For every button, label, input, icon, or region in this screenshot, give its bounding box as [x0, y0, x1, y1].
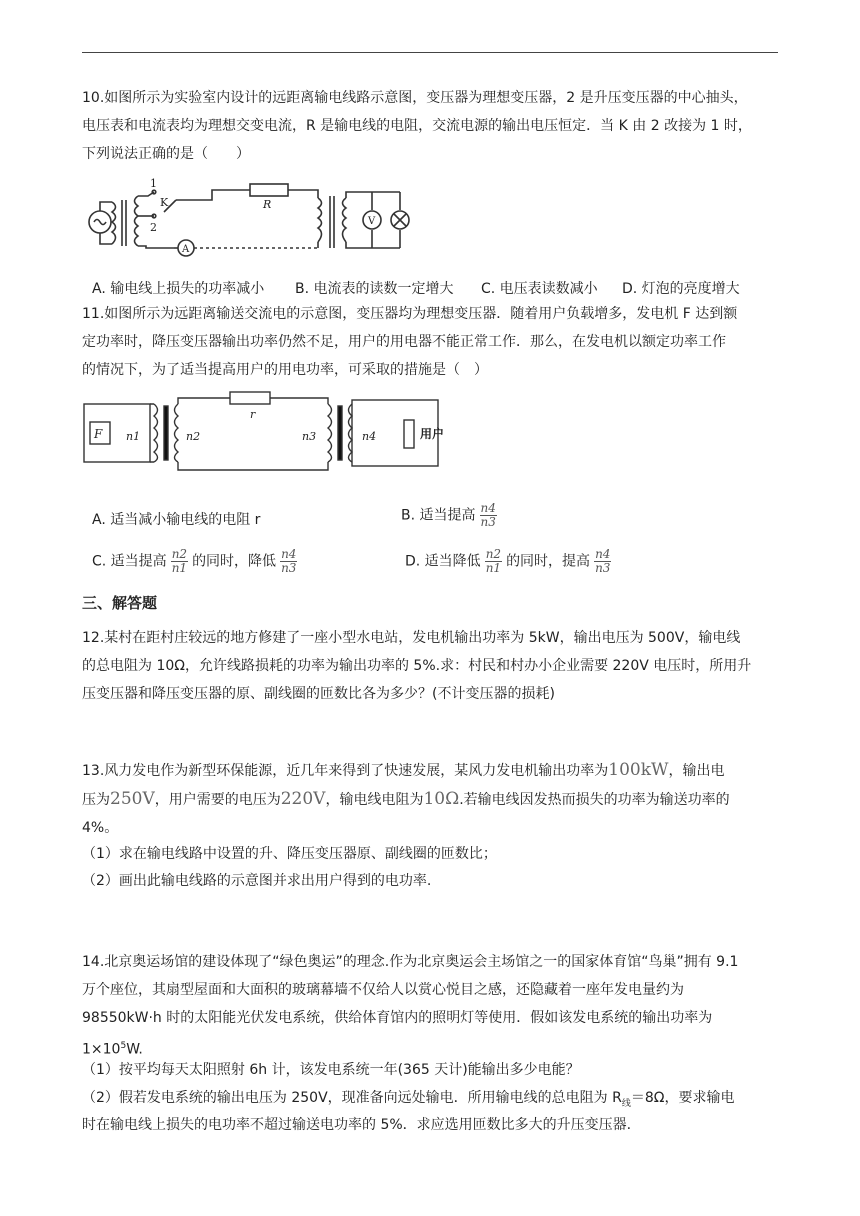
- q11-option-c-prefix: C. 适当提高: [92, 553, 167, 570]
- q11-option-d-mid: 的同时，提高: [506, 553, 591, 570]
- q11-option-b-prefix: B. 适当提高: [401, 507, 476, 524]
- q10-option-a: A. 输电线上损失的功率减小: [92, 281, 265, 297]
- question-14-stem: [82, 948, 782, 1064]
- generator-label: F: [94, 427, 103, 441]
- q12-line-2: 的总电阻为 10Ω，允许线路损耗的功率为输出功率的 5%.求：村民和村办小企业需要 220V 电压时，所用升: [82, 658, 752, 674]
- q12-line-3: 压变压器和降压变压器的原、副线圈的匝数比各为多少？(不计变压器的损耗): [82, 686, 555, 702]
- q10-line-1: 10.如图所示为实验室内设计的远距离输电线路示意图，变压器为理想变压器，2 是升压变压器的中心抽头，: [82, 90, 748, 106]
- n4-label: n4: [362, 430, 377, 443]
- question-13-stem: [82, 756, 782, 842]
- q13-line-3: 4%。: [82, 820, 119, 836]
- step-up-core: [164, 406, 168, 460]
- q10-option-d: D. 灯泡的亮度增大: [622, 281, 740, 297]
- header-rule: [82, 52, 778, 53]
- fraction-n4-n3: $\frac{n4}{n3}$: [281, 547, 297, 575]
- line-resistor: [230, 392, 270, 404]
- question-11-stem: [82, 300, 782, 384]
- fraction-n2-n1: $\frac{n2}{n1}$: [171, 547, 188, 575]
- ammeter-label: A: [182, 244, 190, 255]
- q10-line-3: 下列说法正确的是（ ）: [82, 146, 250, 162]
- q12-line-1: 12.某村在距村庄较远的地方修建了一座小型水电站，发电机输出功率为 5kW，输出电压为 500V，输电线: [82, 630, 741, 646]
- q14-subquestion-2-cont: 时在输电线上损失的电功率不超过输送电功率的 5%．求应选用匝数比多大的升压变压器.: [82, 1117, 632, 1133]
- q11-transmission-figure: [82, 390, 452, 480]
- q10-line-2: 电压表和电流表均为理想交变电流，R 是输电线的电阻，交流电源的输出电压恒定．当 K 由 2 改接为 1 时，: [82, 118, 752, 134]
- n1-label: n1: [126, 430, 141, 443]
- q11-option-d: [405, 548, 615, 575]
- q10-primary-coil: [112, 202, 116, 244]
- fraction-n2-n1: $\frac{n2}{n1}$: [485, 547, 502, 575]
- user-load: [404, 420, 414, 448]
- resistor-r-label: R: [263, 198, 272, 211]
- n3-label: n3: [302, 430, 317, 443]
- q13-subquestion-2: （2）画出此输电线路的示意图并求出用户得到的电功率.: [82, 873, 432, 889]
- r-label: r: [250, 408, 256, 421]
- q10-option-c: C. 电压表读数减小: [481, 281, 598, 297]
- q13-line-resistance: 10Ω: [423, 789, 460, 809]
- q10-secondary-coil: [135, 196, 139, 246]
- switch-k-label: K: [160, 196, 169, 209]
- q11-option-c-mid: 的同时，降低: [192, 553, 277, 570]
- q14-line-4: $1\times 10^5W$.: [82, 1041, 143, 1058]
- q11-line-3: 的情况下，为了适当提高用户的用电功率，可采取的措施是（ ）: [82, 362, 488, 378]
- q14-line-2: 万个座位，其扇型屋面和大面积的玻璃幕墙不仅给人以赏心悦目之感，还隐藏着一座年发电量约为: [82, 982, 684, 998]
- q13-user-voltage: 220V: [280, 789, 326, 809]
- q14-line-3: 98550kW·h 时的太阳能光伏发电系统，供给体育馆内的照明灯等使用．假如该发电系统的输出功率为: [82, 1010, 713, 1026]
- voltmeter-label: V: [368, 216, 376, 227]
- q13-line-2: 压为250V，用户需要的电压为220V，输电线电阻为10Ω.若输电线因发热而损失的功率为输送功率的: [82, 789, 730, 809]
- q14-line-1: 14.北京奥运场馆的建设体现了“绿色奥运”的理念.作为北京奥运会主场馆之一的国家体育馆“鸟巢”拥有 9.1: [82, 954, 739, 970]
- q11-option-a: A. 适当减小输电线的电阻 r: [92, 512, 261, 528]
- user-label: 用户: [420, 427, 445, 441]
- terminal-2-label: 2: [150, 221, 157, 234]
- q13-power-value: 100kW: [608, 760, 669, 780]
- fraction-n4-n3: $\frac{n4}{n3}$: [595, 547, 611, 575]
- terminal-1-label: 1: [150, 177, 157, 190]
- q13-output-voltage: 250V: [110, 789, 155, 809]
- question-10-stem: [82, 84, 782, 168]
- fraction-n4-n3: $\frac{n4}{n3}$: [480, 501, 496, 529]
- q11-line-1: 11.如图所示为远距离输送交流电的示意图，变压器均为理想变压器．随着用户负载增多，发电机 F 达到额: [82, 306, 738, 322]
- q13-subquestion-1: （1）求在输电线路中设置的升、降压变压器原、副线圈的匝数比；: [82, 846, 497, 862]
- question-12-stem: [82, 624, 782, 708]
- q13-line-1: 13.风力发电作为新型环保能源，近几年来得到了快速发展，某风力发电机输出功率为100kW，输出电: [82, 760, 725, 780]
- section-3-title: 三、解答题: [82, 594, 158, 612]
- resistor-r: [250, 184, 288, 196]
- q14-subquestion-2: （2）假若发电系统的输出电压为 250V，现准备向远处输电．所用输电线的总电阻为 $R_线=8\Omega$，要求输电: [82, 1090, 735, 1109]
- q11-option-d-prefix: D. 适当降低: [405, 553, 481, 570]
- n2-label: n2: [186, 430, 201, 443]
- q11-option-c: [92, 548, 301, 575]
- q11-line-2: 定功率时，降压变压器输出功率仍然不足，用户的用电器不能正常工作．那么，在发电机以额定功率工作: [82, 334, 726, 350]
- step-down-core: [338, 406, 342, 460]
- q10-circuit-figure: [82, 176, 422, 266]
- q14-subquestion-1: （1）按平均每天太阳照射 6h 计，该发电系统一年(365 天计)能输出多少电能？: [82, 1062, 580, 1078]
- q10-option-b: B. 电流表的读数一定增大: [295, 281, 454, 297]
- q11-option-b: [401, 502, 501, 529]
